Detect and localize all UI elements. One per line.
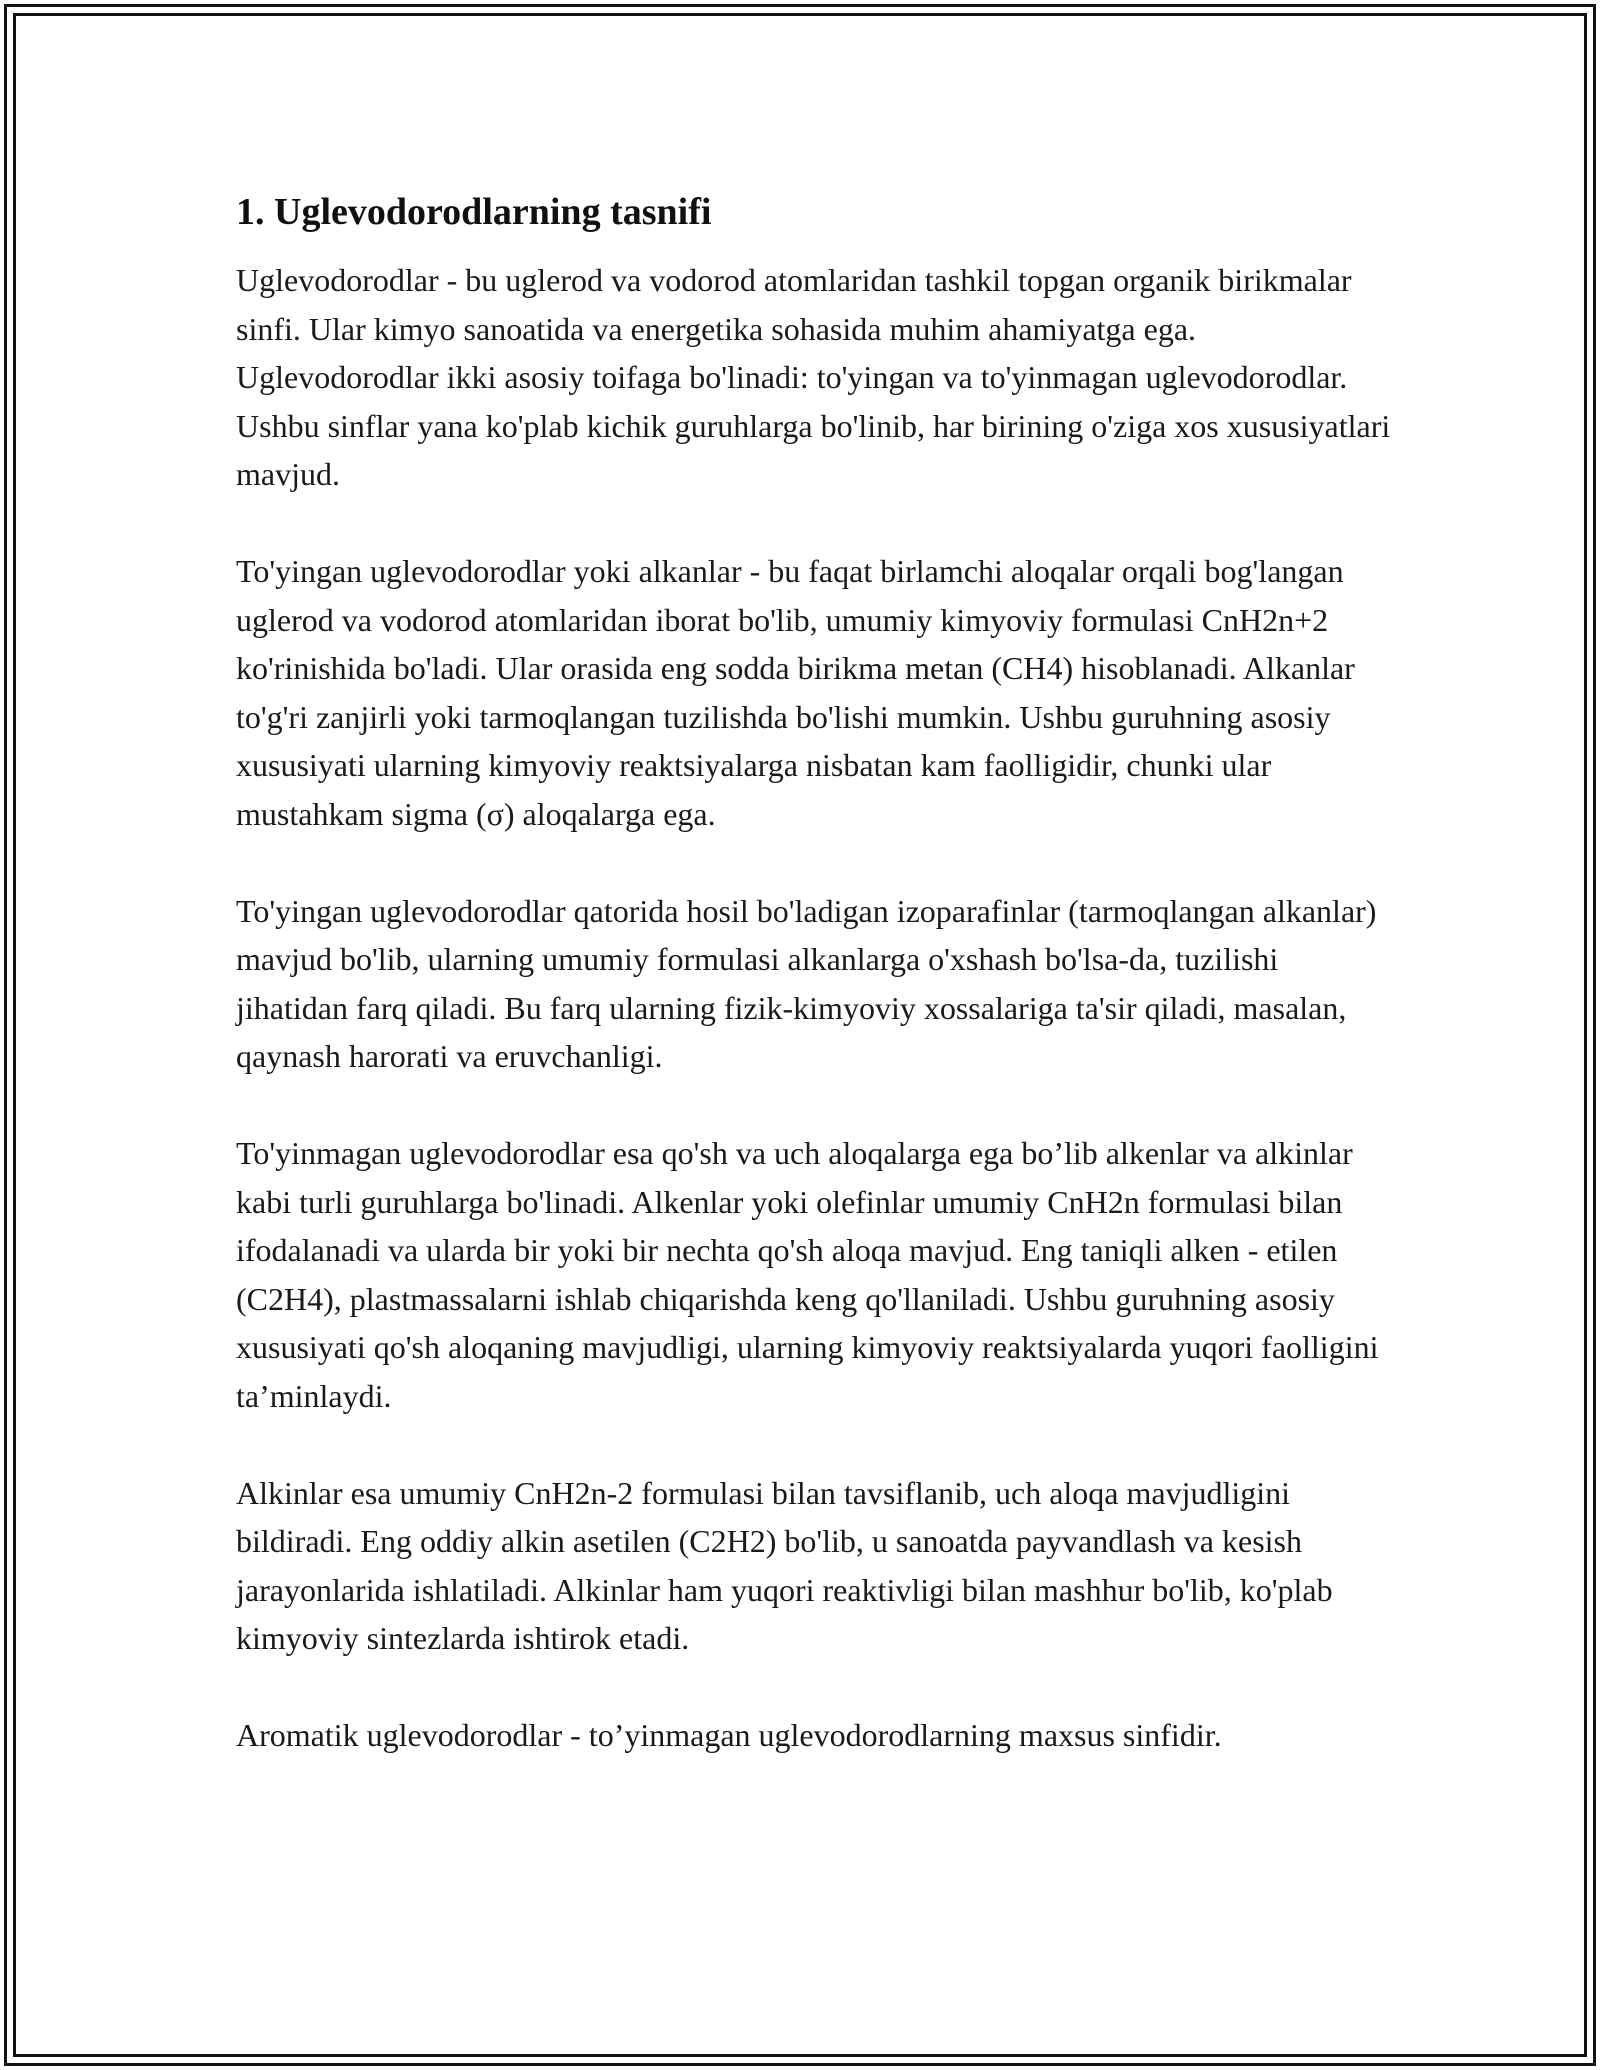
paragraph-intro: Uglevodorodlar - bu uglerod va vodorod atomlaridan tashkil topgan organik birikmalar sinfi. Ular kimyo sanoatida va energetika sohasida muhim ahamiyatga ega. Uglevodorodlar ikki asosiy toifaga bo'linadi: to'yingan va to'yinmagan uglevodorodlar. Ushbu sinflar yana ko'plab kichik guruhlarga bo'linib, har birining o'ziga xos xususiyatlari mavjud.	[236, 262, 1391, 492]
paragraph-alkanes: To'yingan uglevodorodlar yoki alkanlar - bu faqat birlamchi aloqalar orqali bog'langan uglerod va vodorod atomlaridan iborat bo'lib, umumiy kimyoviy formulasi CnH2n+2 ko'rinishida bo'ladi. Ular orasida eng sodda birikma metan (CH4) hisoblanadi. Alkanlar to'g'ri zanjirli yoki tarmoqlangan tuzilishda bo'lishi mumkin. Ushbu guruhning asosiy xususiyati ularning kimyoviy reaktsiyalarga nisbatan kam faolligidir, chunki ular mustahkam sigma (σ) aloqalarga ega.	[236, 553, 1355, 832]
paragraph-isoparaffins: To'yingan uglevodorodlar qatorida hosil bo'ladigan izoparafinlar (tarmoqlangan alkanlar) mavjud bo'lib, ularning umumiy formulasi alkanlarga o'xshash bo'lsa-da, tuzilishi jihatidan farq qiladi. Bu farq ularning fizik-kimyoviy xossalariga ta'sir qiladi, masalan, qaynash harorati va eruvchanligi.	[236, 892, 1377, 1074]
section-heading: 1. Uglevodorodlarning tasnifi	[236, 191, 712, 233]
paragraph-alkenes: To'yinmagan uglevodorodlar esa qo'sh va uch aloqalarga ega bo’lib alkenlar va alkinlar kabi turli guruhlarga bo'linadi. Alkenlar yoki olefinlar umumiy CnH2n formulasi bilan ifodalanadi va ularda bir yoki bir nechta qo'sh aloqa mavjud. Eng taniqli alken - etilen (C2H4), plastmassalarni ishlab chiqarishda keng qo'llaniladi. Ushbu guruhning asosiy xususiyati qo'sh aloqaning mavjudligi, ularning kimyoviy reaktsiyalarda yuqori faolligini ta’minlaydi.	[236, 1135, 1379, 1414]
paragraph-aromatics: Aromatik uglevodorodlar - to’yinmagan uglevodorodlarning maxsus sinfidir.	[236, 1717, 1222, 1753]
document-body	[236, 186, 1396, 1760]
paragraph-alkynes: Alkinlar esa umumiy CnH2n-2 formulasi bilan tavsiflanib, uch aloqa mavjudligini bildiradi. Eng oddiy alkin asetilen (C2H2) bo'lib, u sanoatda payvandlash va kesish jarayonlarida ishlatiladi. Alkinlar ham yuqori reaktivligi bilan mashhur bo'lib, ko'plab kimyoviy sintezlarda ishtirok etadi.	[236, 1474, 1333, 1656]
